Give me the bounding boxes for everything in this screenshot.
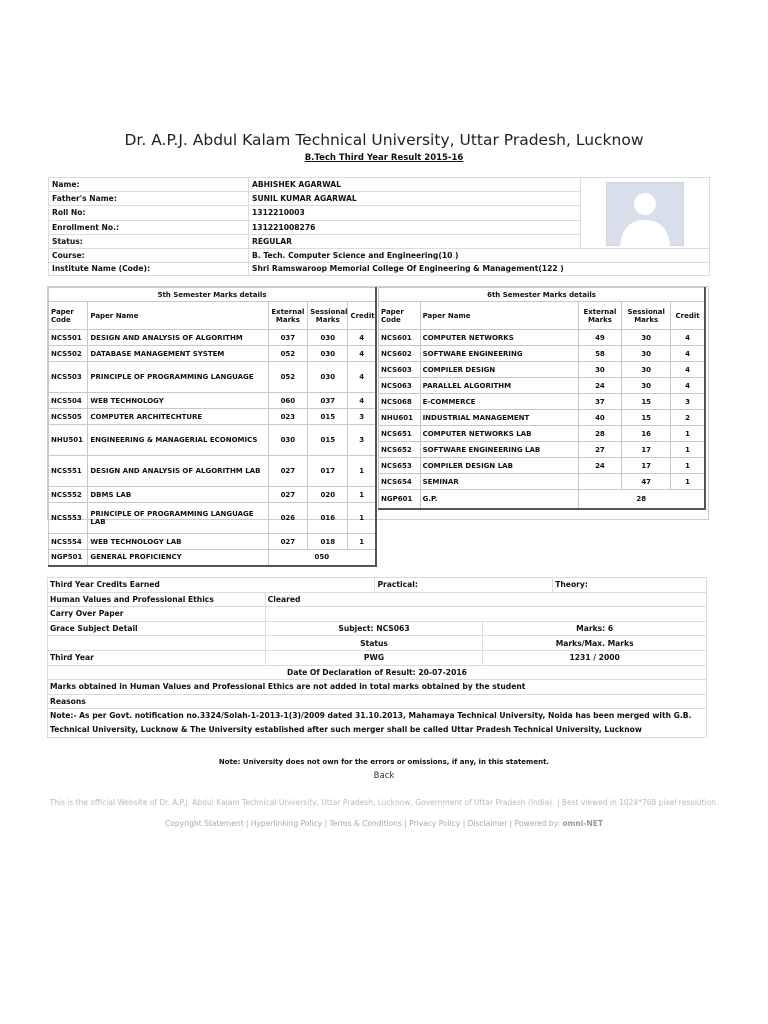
paper-name: SOFTWARE ENGINEERING LAB [420,442,578,458]
info-value: ABHISHEK AGARWAL [249,178,581,192]
marks-row [49,346,377,362]
sessional-marks: 15 [622,394,671,410]
sem5-table [48,287,377,567]
paper-name: G.P. [420,490,578,509]
paper-code: NCS063 [379,378,421,394]
result-subtitle: B.Tech Third Year Result 2015-16 [304,153,464,163]
paper-code: NCS505 [49,409,88,425]
back-link[interactable]: Back [373,771,395,781]
marks-row [379,394,706,410]
hv-value: Cleared [265,592,706,607]
marks-row [49,456,377,487]
status-header: Status [265,636,483,651]
paper-name: ENGINEERING & MANAGERIAL ECONOMICS [88,425,268,456]
footer-link-terms[interactable]: Terms & Conditions [329,819,402,828]
paper-code: NCS652 [379,442,421,458]
student-info-table [48,177,710,276]
col-sessional: Sessional Marks [308,302,348,330]
external-marks: 40 [578,410,622,426]
footer-link-copyright[interactable]: Copyright Statement [165,819,244,828]
paper-code: NCS654 [379,474,421,490]
external-marks: 027 [268,534,307,550]
col-credit: Credit [348,302,376,330]
external-marks: 37 [578,394,622,410]
col-sessional: Sessional Marks [622,302,671,330]
paper-name: COMPUTER NETWORKS [420,330,578,346]
info-value: 1312210003 [249,206,581,220]
student-photo [581,178,710,249]
external-marks: 052 [268,362,307,393]
info-label: Enrollment No.: [49,220,249,234]
info-value: Shri Ramswaroop Memorial College Of Engineering & Management(122 ) [249,262,710,276]
sessional-marks: 30 [622,362,671,378]
info-value: B. Tech. Computer Science and Engineering(10 ) [249,249,710,263]
year-label: Third Year [48,650,266,665]
credit: 2 [671,410,705,426]
sessional-marks: 030 [308,346,348,362]
col-external: External Marks [268,302,307,330]
external-marks: 037 [268,330,307,346]
summary-table [47,577,707,738]
col-paper-code: Paper Code [379,302,421,330]
powered-by-label: Powered by: [514,819,561,828]
paper-code: NGP501 [49,550,88,566]
marks-row [49,425,377,456]
info-label: Roll No: [49,206,249,220]
sessional-marks: 47 [622,474,671,490]
external-marks: 052 [268,346,307,362]
sessional-marks: 17 [622,458,671,474]
info-row-name [49,178,710,192]
external-marks: 027 [268,487,307,503]
credit: 1 [348,456,376,487]
paper-name: DBMS LAB [88,487,268,503]
marks-row [379,474,706,490]
col-paper-code: Paper Code [49,302,88,330]
footer-links: Copyright Statement | Hyperlinking Policy | Terms & Conditions | Privacy Policy | Disclaimer | Powered by: omni-NET [165,819,603,828]
paper-code: NCS552 [49,487,88,503]
info-value: REGULAR [249,234,581,248]
marks-row [379,490,706,509]
marks-row [379,426,706,442]
credit: 1 [671,474,705,490]
marks-row [379,458,706,474]
paper-name: SOFTWARE ENGINEERING [420,346,578,362]
reasons-label: Reasons [48,694,707,709]
marks-row [49,534,377,550]
sessional-marks: 020 [308,487,348,503]
paper-code: NCS551 [49,456,88,487]
paper-name: INDUSTRIAL MANAGEMENT [420,410,578,426]
credit: 3 [671,394,705,410]
paper-code: NCS553 [49,503,88,534]
grace-marks: Marks: 6 [483,621,707,636]
sessional-marks: 16 [622,426,671,442]
hv-label: Human Values and Professional Ethics [48,592,266,607]
paper-code: NCS602 [379,346,421,362]
marks-row [49,362,377,393]
paper-code: NGP601 [379,490,421,509]
credit: 1 [671,442,705,458]
marks-row [49,409,377,425]
sessional-marks: 030 [308,362,348,393]
col-paper-name: Paper Name [88,302,268,330]
external-marks: 027 [268,456,307,487]
sessional-marks: 037 [308,393,348,409]
footer-link-hyperlinking[interactable]: Hyperlinking Policy [250,819,323,828]
paper-code: NCS653 [379,458,421,474]
credit: 1 [671,426,705,442]
carry-over-value [265,607,706,622]
year-status: PWG [265,650,483,665]
marks-row [379,330,706,346]
credit: 1 [348,534,376,550]
paper-code: NHU601 [379,410,421,426]
paper-name: WEB TECHNOLOGY [88,393,268,409]
sessional-marks: 30 [622,330,671,346]
paper-code: NCS651 [379,426,421,442]
official-footer: This is the official Website of Dr. A.P.J. Abdul Kalam Technical University, Uttar Pradesh, Lucknow, Government of Uttar Pradesh (India). | Best viewed in 1024*768 pixel resolution. [49,798,719,807]
paper-code: NCS601 [379,330,421,346]
paper-code: NCS554 [49,534,88,550]
paper-name: PRINCIPLE OF PROGRAMMING LANGUAGE LAB [88,503,268,534]
sessional-marks: 017 [308,456,348,487]
total-marks: 28 [578,490,705,509]
carry-over-label: Carry Over Paper [48,607,266,622]
footer-link-disclaimer[interactable]: Disclaimer [467,819,508,828]
marks-row [379,442,706,458]
marks-row [49,550,377,566]
marks-row [49,330,377,346]
paper-name: COMPUTER NETWORKS LAB [420,426,578,442]
external-marks [578,474,622,490]
marks-row [379,346,706,362]
credit: 1 [348,503,376,534]
disclaimer-note: Note: University does not own for the errors or omissions, if any, in this statement. [218,758,550,766]
info-label: Course: [49,249,249,263]
paper-code: NCS504 [49,393,88,409]
grace-subject: Subject: NCS063 [265,621,483,636]
marks-row [379,410,706,426]
credit: 4 [671,362,705,378]
paper-name: COMPILER DESIGN LAB [420,458,578,474]
info-label: Status: [49,234,249,248]
external-marks: 30 [578,362,622,378]
footer-link-privacy[interactable]: Privacy Policy [409,819,461,828]
col-external: External Marks [578,302,622,330]
credit: 4 [671,346,705,362]
sem5-marks [48,287,377,567]
sem5-heading: 5th Semester Marks details [49,288,377,302]
external-marks: 49 [578,330,622,346]
credit: 1 [671,458,705,474]
external-marks: 060 [268,393,307,409]
sessional-marks: 15 [622,410,671,426]
external-marks: 023 [268,409,307,425]
marks-row [49,487,377,503]
sem6-table [378,287,706,510]
credit: 4 [348,362,376,393]
paper-code: NCS503 [49,362,88,393]
sessional-marks: 015 [308,425,348,456]
sessional-marks: 30 [622,346,671,362]
external-marks: 030 [268,425,307,456]
marks-header: Marks/Max. Marks [483,636,707,651]
merge-note: Note:- As per Govt. notification no.3324/Solah-1-2013-1(3)/2009 dated 31.10.2013, Mahamaya Technical University, Noida has been merged with G.B. Technical University, Lucknow & The University established after such merger shall be called Uttar Pradesh Technical University, Lucknow [48,709,707,738]
total-marks: 050 [268,550,376,566]
marks-row [49,393,377,409]
credit: 3 [348,409,376,425]
external-marks: 24 [578,458,622,474]
sessional-marks: 016 [308,503,348,534]
external-marks: 58 [578,346,622,362]
grace-label: Grace Subject Detail [48,621,266,636]
credits-label: Third Year Credits Earned [48,578,375,593]
credit: 3 [348,425,376,456]
sessional-marks: 018 [308,534,348,550]
sessional-marks: 030 [308,330,348,346]
status-blank [48,636,266,651]
declaration-date: Date Of Declaration of Result: 20-07-2016 [48,665,707,680]
external-marks: 27 [578,442,622,458]
avatar-placeholder-icon [606,182,684,246]
sessional-marks: 015 [308,409,348,425]
paper-code: NCS068 [379,394,421,410]
powered-by-brand[interactable]: omni-NET [562,819,603,828]
sem6-heading: 6th Semester Marks details [379,288,706,302]
paper-name: SEMINAR [420,474,578,490]
paper-code: NCS502 [49,346,88,362]
credit: 4 [348,330,376,346]
paper-name: E-COMMERCE [420,394,578,410]
credit: 4 [671,378,705,394]
sessional-marks: 30 [622,378,671,394]
col-paper-name: Paper Name [420,302,578,330]
paper-name: DESIGN AND ANALYSIS OF ALGORITHM LAB [88,456,268,487]
marks-row [49,503,377,534]
paper-code: NCS603 [379,362,421,378]
info-value: SUNIL KUMAR AGARWAL [249,192,581,206]
year-marks: 1231 / 2000 [483,650,707,665]
paper-name: DATABASE MANAGEMENT SYSTEM [88,346,268,362]
info-label: Institute Name (Code): [49,262,249,276]
paper-name: COMPUTER ARCHITECHTURE [88,409,268,425]
credit: 4 [348,346,376,362]
paper-name: DESIGN AND ANALYSIS OF ALGORITHM [88,330,268,346]
credit: 4 [348,393,376,409]
marks-row [379,362,706,378]
paper-name: COMPILER DESIGN [420,362,578,378]
col-credit: Credit [671,302,705,330]
paper-name: PRINCIPLE OF PROGRAMMING LANGUAGE [88,362,268,393]
page-title: Dr. A.P.J. Abdul Kalam Technical University, Uttar Pradesh, Lucknow [124,131,644,149]
paper-name: GENERAL PROFICIENCY [88,550,268,566]
paper-code: NCS501 [49,330,88,346]
paper-code: NHU501 [49,425,88,456]
external-marks: 24 [578,378,622,394]
external-marks: 026 [268,503,307,534]
hv-note: Marks obtained in Human Values and Professional Ethics are not added in total marks obtained by the student [48,680,707,695]
paper-name: PARALLEL ALGORITHM [420,378,578,394]
paper-name: WEB TECHNOLOGY LAB [88,534,268,550]
external-marks: 28 [578,426,622,442]
info-label: Father's Name: [49,192,249,206]
credit: 4 [671,330,705,346]
info-label: Name: [49,178,249,192]
credit: 1 [348,487,376,503]
marks-row [379,378,706,394]
sessional-marks: 17 [622,442,671,458]
sem6-marks [378,287,706,510]
practical-label: Practical: [375,578,553,593]
info-value: 131221008276 [249,220,581,234]
theory-label: Theory: [553,578,707,593]
